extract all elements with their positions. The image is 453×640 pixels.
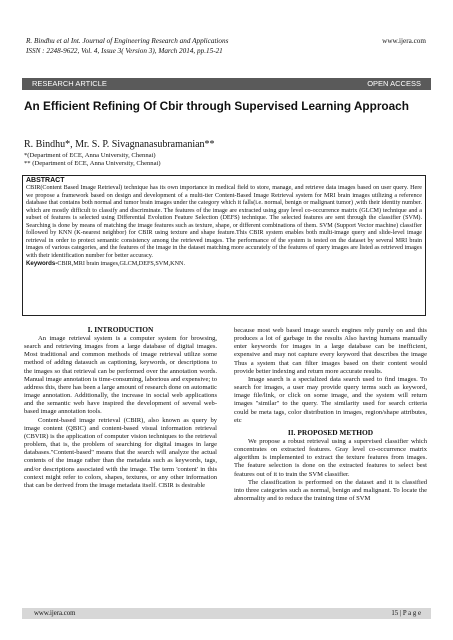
issn-line: ISSN : 2248-9622, Vol. 4, Issue 3( Version 3), March 2014, pp.15-21	[26, 47, 223, 55]
method-paragraph-1: We propose a robust retrieval using a supervised classifier which concentrates on extracted features. Gray level co-occurrence matrix algorithm is implemented to extract the texture features from images. The feature selection is done on the extracted features to select best features out of it to train the SVM classifier.	[234, 437, 427, 478]
research-article-label: RESEARCH ARTICLE	[32, 79, 107, 88]
right-column	[234, 327, 427, 503]
header-website-link[interactable]: www.ijera.com	[382, 37, 426, 45]
open-access-label: OPEN ACCESS	[367, 79, 421, 88]
footer-website-link[interactable]: www.ijera.com	[34, 610, 76, 617]
affiliation-2: ** (Department of ECE, Anna University, Chennai)	[24, 160, 161, 167]
image-search-paragraph: Image search is a specialized data search used to find images. To search for images, a user may provide query terms such as keyword, image file/link, or click on some image, and the system will return images "similar" to the query. The similarity used for search criteria could be meta tags, color distribution in images, region/shape attributes, etc	[234, 375, 427, 424]
running-header	[26, 36, 426, 56]
keywords-text: CBIR,MRI brain images,GLCM,DEFS,SVM,KNN.	[57, 261, 186, 268]
abstract-box	[22, 175, 426, 316]
intro-paragraph-2: Content-based image retrieval (CBIR), also known as query by image content (QBIC) and content-based visual information retrieval (CBVIR) is the application of computer vision techniques to the retrieval problem, that is, the problem of searching for digital images in large databases."Content-based" means that the search will analyze the actual contents of the image rather than the metadata such as keywords, tags, and/or descriptions associated with the image. The term 'content' in this context might refer to colors, shapes, textures, or any other information that can be derived from the image metadata itself. CBIR is desirable	[24, 416, 217, 489]
keywords-line	[26, 260, 422, 269]
intro-paragraph-1: An image retrieval system is a computer system for browsing, search and retrieving images from a large database of digital images. Most traditional and common methods of image retrieval utilize some method of adding datasuch as captioning, keywords, or descriptions to the images so that retrieval can be performed over the annotation words. Manual image annotation is time-consuming, laborious and expensive; to address this, there has been a large amount of research done on automatic image annotation. Additionally, the increase in social web applications and the semantic web have inspired the development of several web-based image annotation tools.	[24, 335, 217, 416]
abstract-body: CBIR(Content Based Image Retrieval) technique has its own importance in medical field to store, manage, and retrieve data images based on user query. Here we propose a framework based on design and development of a multi-tier Content-Based Image Retrieval system for MRI brain images utilizing a reference database that contains both normal and tumor brain images under the category which it falls(i.e. normal, benign or malignant tumor) ,with their identity number. which are mostly difficult to classify and discriminate. The features of the image are extracted using gray level co-occurrence matrix (GLCM) technique and a subset of features is selected using Differential Evolution Feature Selection (DEFS) technique. The selected features are sent through the classifier (SVM). Searching is done by means of matching the image features such as texture, shape, or different combinations of them. SVM (Support Vector machine) classifier followed by KNN (K-nearest neighbor) for CBIR using texture and shape feature.This CBIR system enables both multi-image query and slide-level image retrieval in order to protect semantic consistency among the retrieved images. The performance of the system is tested on the dataset by several MRI brain images of various categories, and the features of the image in the dataset matching more accurately of the features of query images are listed as retrieved images with their identification number for better accuracy.	[26, 185, 422, 259]
page-footer	[22, 608, 431, 619]
article-type-band	[22, 78, 431, 90]
affiliation-1: *(Department of ECE, Anna University, Chennai)	[24, 152, 156, 159]
author-list: R. Bindhu*, Mr. S. P. Sivagnanasubramanian**	[24, 139, 215, 150]
section-proposed-method-heading: II. PROPOSED METHOD	[287, 427, 374, 437]
paper-title: An Efficient Refining Of Cbir through Supervised Learning Approach	[24, 99, 409, 113]
abstract-heading: ABSTRACT	[26, 177, 65, 184]
journal-line: R. Bindhu et al Int. Journal of Engineering Research and Applications	[26, 37, 229, 45]
keywords-label: Keywords-	[26, 260, 58, 268]
left-column	[24, 325, 217, 490]
method-paragraph-2: The classification is performed on the dataset and it is classified into three categories such as normal, benign and malignant. To locate the abnormality and to reduce the training time of SVM	[234, 478, 427, 502]
page-number: 15 | P a g e	[391, 610, 421, 617]
intro-continuation: because most web based image search engines rely purely on and this produces a lot of garbage in the results Also having humans manually enter keywords for images in a large database can be inefficient, expensive and may not capture every keyword that describes the image Thus a system that can filter images based on their content would provide better indexing and return more accurate results.	[234, 327, 427, 375]
section-introduction-heading: I. INTRODUCTION	[87, 325, 154, 334]
